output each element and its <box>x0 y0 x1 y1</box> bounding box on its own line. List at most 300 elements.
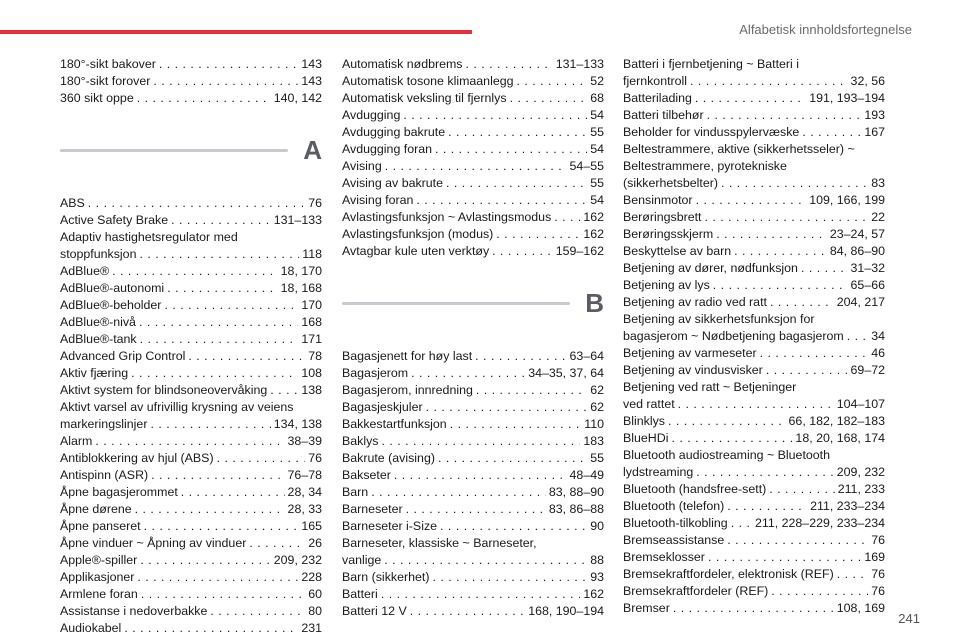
index-entry <box>60 586 322 603</box>
entry-text: lydstreaming <box>623 465 694 479</box>
entry-pages: 76 <box>871 567 885 581</box>
entry-pages: 88 <box>590 553 604 567</box>
entry-text: Avising <box>342 159 382 173</box>
dot-leader <box>140 331 299 348</box>
entry-text: fjernkontroll <box>623 74 688 88</box>
index-entry <box>623 549 885 566</box>
entry-text: Betjening av varmeseter <box>623 346 757 360</box>
entry-text: Bagasjenett for høy last <box>342 349 473 363</box>
entry-line <box>60 263 322 280</box>
index-entry <box>623 345 885 362</box>
entry-text: Avising foran <box>342 193 414 207</box>
entry-line <box>60 552 322 569</box>
dot-leader <box>771 583 868 600</box>
entry-text: markeringslinjer <box>60 417 148 431</box>
entry-text: AdBlue®-autonomi <box>60 281 165 295</box>
entry-pages: 76 <box>871 533 885 547</box>
dot-leader <box>139 246 299 263</box>
entry-pages: 143 <box>301 57 322 71</box>
page-number: 241 <box>898 611 920 626</box>
index-entry <box>623 209 885 226</box>
entry-pages: 159–162 <box>555 244 604 258</box>
entry-text: bagasjerom ~ Nødbetjening bagasjerom <box>623 329 844 343</box>
entry-pages: 168 <box>301 315 322 329</box>
entry-line <box>342 433 604 450</box>
entry-line <box>623 481 885 498</box>
entry-pages: 28, 33 <box>287 502 322 516</box>
entry-text-first-line: Betjening ved ratt ~ Betjeninger <box>623 380 797 394</box>
dot-leader <box>695 90 806 107</box>
entry-pages: 76 <box>308 451 322 465</box>
section-letter: B <box>585 288 604 318</box>
entry-text: 360 sikt oppe <box>60 91 134 105</box>
entry-text: Betjening av lys <box>623 278 710 292</box>
entry-pages: 211, 233 <box>837 482 885 496</box>
dot-leader <box>164 297 298 314</box>
entry-line <box>623 209 885 226</box>
dot-leader <box>171 212 271 229</box>
entry-line <box>623 124 885 141</box>
entry-text: Automatisk veksling til fjernlys <box>342 91 507 105</box>
index-entry <box>623 243 885 260</box>
index-entry <box>342 226 604 243</box>
index-entry <box>623 379 885 413</box>
dot-leader <box>403 107 587 124</box>
entry-line <box>623 396 885 413</box>
index-entry <box>623 566 885 583</box>
dot-leader <box>384 552 587 569</box>
index-entry <box>342 107 604 124</box>
index-entry <box>60 90 322 107</box>
entry-line <box>623 260 885 277</box>
index-entry <box>623 515 885 532</box>
entry-text-first-line: Betjening av sikkerhetsfunksjon for <box>623 312 815 326</box>
entry-text: ved rattet <box>623 397 675 411</box>
dot-leader <box>140 552 270 569</box>
entry-text: Åpne panseret <box>60 519 141 533</box>
entry-text: AdBlue®-beholder <box>60 298 162 312</box>
dot-leader <box>801 260 848 277</box>
entry-pages: 108, 169 <box>836 601 885 615</box>
index-entry <box>342 518 604 535</box>
entry-line <box>342 226 604 243</box>
entry-pages: 162 <box>583 210 604 224</box>
entry-text: Bakkestartfunksjon <box>342 417 447 431</box>
entry-pages: 211, 228–229, 233–234 <box>755 516 885 530</box>
entry-pages: 84, 86–90 <box>829 244 885 258</box>
entry-text: Åpne vinduer ~ Åpning av vinduer <box>60 536 247 550</box>
dot-leader <box>131 365 298 382</box>
dot-leader <box>249 535 305 552</box>
index-entry <box>623 311 885 345</box>
index-entry <box>342 382 604 399</box>
entry-text: Betjening av vindusvisker <box>623 363 763 377</box>
entry-line <box>342 501 604 518</box>
dot-leader <box>802 124 861 141</box>
entry-pages: 170 <box>301 298 322 312</box>
index-entry <box>342 586 604 603</box>
index-entry <box>60 297 322 314</box>
index-entry <box>60 535 322 552</box>
entry-line <box>623 107 885 124</box>
index-entry <box>60 314 322 331</box>
entry-text: Bakseter <box>342 468 391 482</box>
index-entry <box>60 212 322 229</box>
entry-line <box>623 532 885 549</box>
dot-leader <box>153 73 298 90</box>
entry-line <box>623 549 885 566</box>
dot-leader <box>382 433 581 450</box>
entry-text: Bakrute (avising) <box>342 451 435 465</box>
section-header <box>60 131 322 179</box>
dot-leader <box>475 348 566 365</box>
entry-pages: 134, 138 <box>273 417 322 431</box>
index-entry <box>342 535 604 569</box>
entry-line <box>60 620 322 637</box>
index-entry <box>60 450 322 467</box>
entry-text: Automatisk nødbrems <box>342 57 463 71</box>
entry-text: Avdugging foran <box>342 142 433 156</box>
entry-line <box>342 348 604 365</box>
entry-line <box>623 345 885 362</box>
entry-line <box>342 467 604 484</box>
entry-line <box>342 56 604 73</box>
entry-line <box>60 382 322 399</box>
index-entry <box>342 209 604 226</box>
dot-leader <box>159 56 298 73</box>
index-entry <box>60 603 322 620</box>
dot-leader <box>727 532 868 549</box>
dot-leader <box>181 484 285 501</box>
entry-pages: 209, 232 <box>273 553 322 567</box>
dot-leader <box>151 467 284 484</box>
entry-text: Bremseassistanse <box>623 533 725 547</box>
entry-line <box>623 583 885 600</box>
entry-line <box>60 518 322 535</box>
entry-text-first-line: Bluetooth audiostreaming ~ Bluetooth <box>623 448 830 462</box>
dot-leader <box>847 328 868 345</box>
dot-leader <box>210 603 305 620</box>
index-entry <box>60 382 322 399</box>
dot-leader <box>554 209 580 226</box>
entry-text: Betjening av dører, nødfunksjon <box>623 261 798 275</box>
entry-line <box>60 297 322 314</box>
entry-line <box>60 450 322 467</box>
entry-pages: 204, 217 <box>836 295 885 309</box>
entry-pages: 167 <box>864 125 885 139</box>
entry-text: Assistanse i nedoverbakke <box>60 604 208 618</box>
entry-line <box>342 73 604 90</box>
index-entry <box>342 243 604 260</box>
index-entry <box>623 260 885 277</box>
entry-pages: 31–32 <box>850 261 885 275</box>
dot-leader <box>385 158 567 175</box>
entry-pages: 183 <box>583 434 604 448</box>
entry-line <box>342 586 604 603</box>
entry-text: Batteri 12 V <box>342 604 407 618</box>
entry-text-first-line: Batteri i fjernbetjening ~ Batteri i <box>623 57 799 71</box>
index-entry <box>342 158 604 175</box>
entry-line <box>60 501 322 518</box>
entry-line <box>342 141 604 158</box>
entry-pages: 162 <box>583 227 604 241</box>
entry-text: Advanced Grip Control <box>60 349 186 363</box>
entry-text: Aktiv fjæring <box>60 366 129 380</box>
dot-leader <box>769 481 834 498</box>
index-entry <box>60 467 322 484</box>
entry-text: ABS <box>60 196 85 210</box>
entry-pages: 168, 190–194 <box>528 604 604 618</box>
entry-line <box>342 569 604 586</box>
dot-leader <box>188 348 305 365</box>
entry-pages: 76 <box>871 584 885 598</box>
index-entry <box>342 141 604 158</box>
header-accent-bar <box>0 30 472 34</box>
index-entry <box>623 226 885 243</box>
entry-text: Beholder for vindusspylervæske <box>623 125 800 139</box>
index-entry <box>342 124 604 141</box>
entry-text: Avdugging <box>342 108 401 122</box>
entry-pages: 83, 86–88 <box>548 502 604 516</box>
entry-pages: 78 <box>308 349 322 363</box>
entry-pages: 76–78 <box>287 468 322 482</box>
index-entry <box>60 331 322 348</box>
index-entry <box>60 73 322 90</box>
entry-pages: 34 <box>871 329 885 343</box>
entry-text: Batterilading <box>623 91 692 105</box>
entry-text: Alarm <box>60 434 93 448</box>
entry-line <box>60 314 322 331</box>
entry-text-first-line: Adaptiv hastighetsregulator med <box>60 230 238 244</box>
entry-pages: 28, 34 <box>287 485 322 499</box>
index-entry <box>342 484 604 501</box>
entry-line <box>623 600 885 617</box>
dot-leader <box>438 450 587 467</box>
index-entry <box>623 413 885 430</box>
entry-pages: 228 <box>301 570 322 584</box>
index-entry <box>623 56 885 90</box>
index-entry <box>60 620 322 637</box>
index-column-2 <box>342 56 604 620</box>
entry-pages: 55 <box>590 451 604 465</box>
index-entry <box>342 569 604 586</box>
index-entry <box>623 294 885 311</box>
entry-line <box>623 294 885 311</box>
entry-line <box>623 566 885 583</box>
entry-text: Betjening av radio ved ratt <box>623 295 767 309</box>
entry-pages: 108 <box>301 366 322 380</box>
dot-leader <box>432 569 587 586</box>
entry-line <box>60 331 322 348</box>
dot-leader <box>440 518 587 535</box>
dot-leader <box>448 124 587 141</box>
section-header <box>342 284 604 332</box>
entry-line <box>60 212 322 229</box>
dot-leader <box>476 382 587 399</box>
entry-line <box>342 158 604 175</box>
index-entry <box>623 600 885 617</box>
entry-text: AdBlue®-nivå <box>60 315 136 329</box>
entry-text: Active Safety Brake <box>60 213 169 227</box>
index-entry <box>60 229 322 263</box>
entry-line <box>60 603 322 620</box>
entry-pages: 46 <box>871 346 885 360</box>
entry-text: Barneseter <box>342 502 403 516</box>
dot-leader <box>837 566 869 583</box>
entry-text: AdBlue® <box>60 264 110 278</box>
dot-leader <box>760 345 869 362</box>
entry-line <box>60 484 322 501</box>
entry-pages: 193 <box>864 108 885 122</box>
entry-text: 180°-sikt forover <box>60 74 151 88</box>
entry-text: Avising av bakrute <box>342 176 444 190</box>
entry-text: Baklys <box>342 434 379 448</box>
entry-pages: 62 <box>590 383 604 397</box>
index-entry <box>623 124 885 141</box>
entry-line <box>60 280 322 297</box>
entry-pages: 54 <box>590 193 604 207</box>
entry-text: Automatisk tosone klimaanlegg <box>342 74 514 88</box>
entry-line <box>342 192 604 209</box>
entry-text: Bluetooth (telefon) <box>623 499 725 513</box>
entry-text: vanlige <box>342 553 382 567</box>
entry-pages: 23–24, 57 <box>829 227 885 241</box>
entry-pages: 169 <box>864 550 885 564</box>
entry-line <box>623 226 885 243</box>
entry-line <box>623 515 885 532</box>
entry-line <box>623 328 885 345</box>
entry-pages: 109, 166, 199 <box>809 193 885 207</box>
entry-pages: 52 <box>590 74 604 88</box>
dot-leader <box>88 195 305 212</box>
index-entry <box>342 192 604 209</box>
entry-line <box>342 518 604 535</box>
dot-leader <box>124 620 298 637</box>
dot-leader <box>137 90 271 107</box>
dot-leader <box>496 226 580 243</box>
entry-pages: 80 <box>308 604 322 618</box>
index-entry <box>342 175 604 192</box>
entry-text: Avtagbar kule uten verktøy <box>342 244 490 258</box>
entry-pages: 131–133 <box>555 57 604 71</box>
index-entry <box>342 433 604 450</box>
entry-pages: 231 <box>301 621 322 635</box>
dot-leader <box>167 280 277 297</box>
entry-pages: 38–39 <box>287 434 322 448</box>
entry-text: Avdugging bakrute <box>342 125 446 139</box>
index-entry <box>623 532 885 549</box>
entry-pages: 211, 233–234 <box>810 499 885 513</box>
section-divider <box>342 302 570 305</box>
entry-pages: 83 <box>871 176 885 190</box>
index-entry <box>342 450 604 467</box>
index-column-1 <box>60 56 322 637</box>
entry-text: Bremsekraftfordeler (REF) <box>623 584 769 598</box>
dot-leader <box>270 382 298 399</box>
entry-pages: 34–35, 37, 64 <box>528 366 604 380</box>
index-entry <box>60 263 322 280</box>
entry-pages: 131–133 <box>273 213 322 227</box>
entry-line <box>60 569 322 586</box>
entry-line <box>60 433 322 450</box>
entry-pages: 54–55 <box>569 159 604 173</box>
entry-line <box>342 416 604 433</box>
entry-pages: 83, 88–90 <box>548 485 604 499</box>
entry-pages: 55 <box>590 176 604 190</box>
entry-line <box>60 56 322 73</box>
entry-pages: 60 <box>308 587 322 601</box>
dot-leader <box>410 603 525 620</box>
entry-pages: 22 <box>871 210 885 224</box>
dot-leader <box>696 192 807 209</box>
entry-pages: 171 <box>301 332 322 346</box>
dot-leader <box>137 569 298 586</box>
entry-text: Aktivt system for blindsoneovervåking <box>60 383 268 397</box>
entry-line <box>623 175 885 192</box>
dot-leader <box>696 464 834 481</box>
dot-leader <box>150 416 270 433</box>
entry-text: Berøringsbrett <box>623 210 702 224</box>
index-entry <box>623 447 885 481</box>
entry-pages: 191, 193–194 <box>809 91 885 105</box>
entry-text: Bremsekraftfordeler, elektronisk (REF) <box>623 567 834 581</box>
entry-pages: 54 <box>590 142 604 156</box>
index-entry <box>342 416 604 433</box>
index-entry <box>60 280 322 297</box>
entry-pages: 55 <box>590 125 604 139</box>
entry-text: Åpne dørene <box>60 502 132 516</box>
dot-leader <box>112 263 278 280</box>
index-entry <box>342 365 604 382</box>
index-entry <box>623 498 885 515</box>
entry-line <box>623 90 885 107</box>
dot-leader <box>139 314 298 331</box>
index-entry <box>60 501 322 518</box>
dot-leader <box>705 209 869 226</box>
entry-pages: 165 <box>301 519 322 533</box>
entry-line <box>342 90 604 107</box>
index-entry <box>342 467 604 484</box>
index-entry <box>623 481 885 498</box>
entry-text: Armlene foran <box>60 587 138 601</box>
index-entry <box>60 195 322 212</box>
dot-leader <box>673 600 834 617</box>
entry-pages: 140, 142 <box>273 91 322 105</box>
entry-text: (sikkerhetsbelter) <box>623 176 719 190</box>
index-entry <box>623 277 885 294</box>
entry-pages: 76 <box>308 196 322 210</box>
section-letter: A <box>303 135 322 165</box>
entry-pages: 26 <box>308 536 322 550</box>
dot-leader <box>95 433 284 450</box>
index-entry <box>623 90 885 107</box>
entry-pages: 69–72 <box>850 363 885 377</box>
dot-leader <box>721 175 868 192</box>
index-entry <box>623 362 885 379</box>
entry-line <box>60 365 322 382</box>
entry-line <box>623 192 885 209</box>
section-divider <box>60 149 288 152</box>
dot-leader <box>668 413 786 430</box>
entry-pages: 104–107 <box>836 397 885 411</box>
entry-text: 180°-sikt bakover <box>60 57 156 71</box>
index-entry <box>60 518 322 535</box>
entry-pages: 138 <box>301 383 322 397</box>
entry-text: Batteri tilbehør <box>623 108 704 122</box>
entry-line <box>623 464 885 481</box>
dot-leader <box>426 399 588 416</box>
entry-pages: 93 <box>590 570 604 584</box>
